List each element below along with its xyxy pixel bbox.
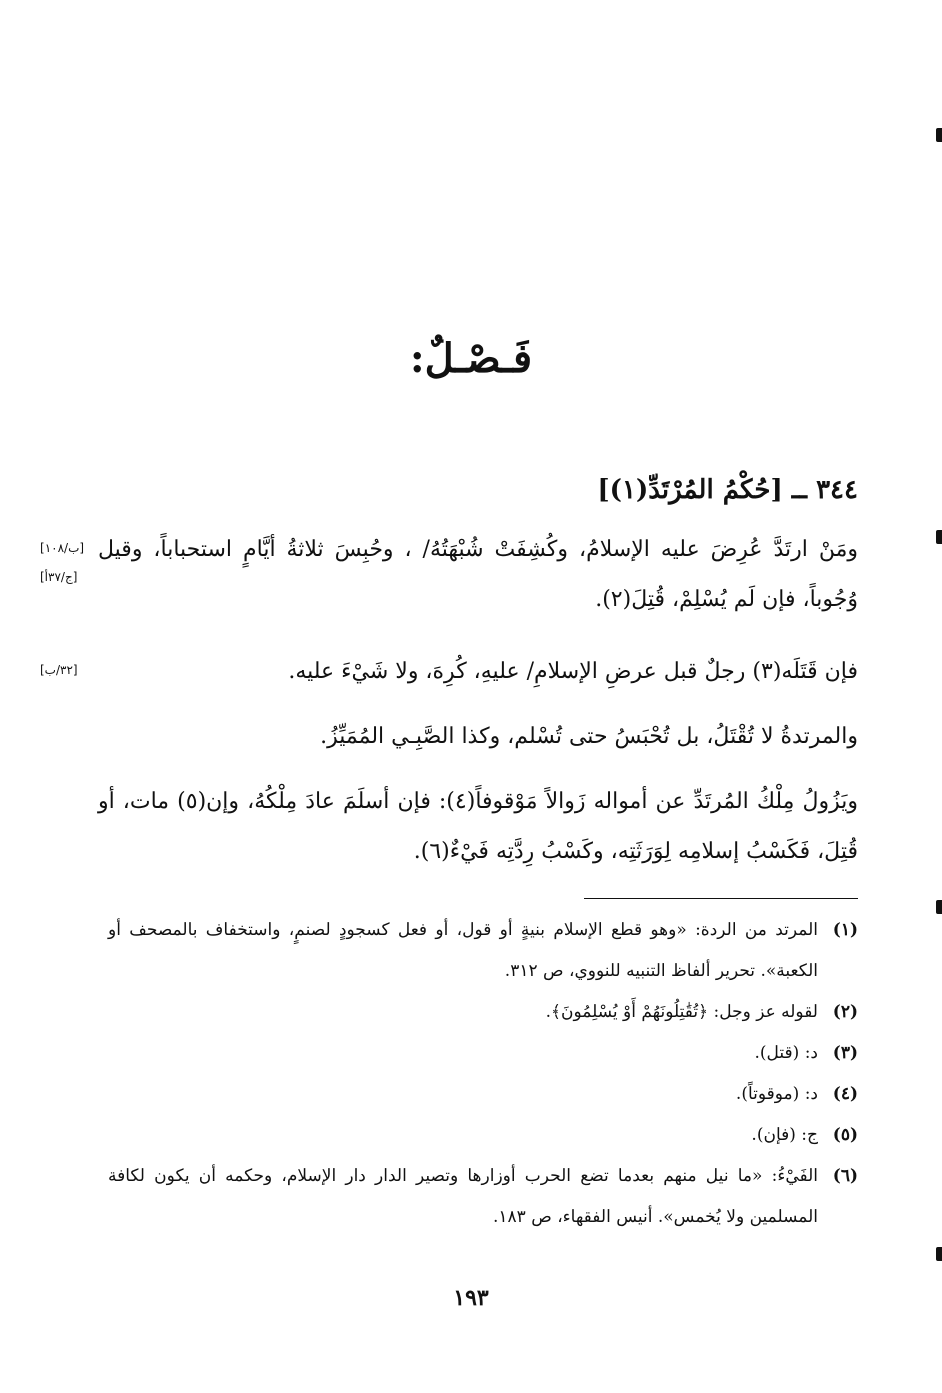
footnote-number: (٣) (832, 1043, 858, 1063)
footnote-text: د: (قتل). (754, 1043, 818, 1063)
footnote (108, 1156, 858, 1238)
footnote (108, 992, 858, 1033)
margin-note: [ج/٣٧أ] (40, 570, 78, 584)
page-number: ١٩٣ (453, 1285, 489, 1311)
footnote-text: المرتد من الردة: «وهو قطع الإسلام بنيةٍ أو قول، أو فعل كسجودٍ لصنمٍ، واستخفاف بالمصحف أو الكعبة». تحرير ألفاظ التنبيه للنووي، ص ٣١٢. (108, 920, 818, 981)
scan-edge-mark (936, 530, 942, 544)
footnote-text: ج: (فإن). (751, 1125, 818, 1145)
paragraph: ومَنْ ارتَدَّ عُرِضَ عليه الإسلامُ، وكُشِفَتْ شُبْهَتُهُ/ ، وحُبِسَ ثلاثةُ أيَّامٍ استحباباً، وقيل وُجُوباً، فإن لَم يُسْلِمْ، قُتِلَ(٢). (98, 537, 858, 612)
paragraph: والمرتدةُ لا تُقْتَلُ، بل تُحْبَسُ حتى تُسْلم، وكذا الصَّبِـي المُمَيِّزُ. (320, 724, 858, 749)
footnote-text: د: (موقوتاً). (735, 1084, 818, 1104)
section-heading: فَـصْـلٌ: (409, 335, 533, 382)
footnote-text: لقوله عز وجل: ﴿تُقَٰتِلُونَهُمْ أَوْ يُسْلِمُونَ﴾. (545, 1002, 818, 1022)
footnotes-list (108, 910, 858, 1238)
footnote (108, 1115, 858, 1156)
paragraph: فإن قَتَلَه(٣) رجلٌ قبل عرضِ الإسلامِ/ عليهِ، كُرِهَ، ولا شَيْءَ عليه. (288, 659, 858, 684)
scan-edge-mark (936, 1247, 942, 1261)
footnote-number: (١) (832, 920, 858, 940)
scan-edge-mark (936, 128, 942, 142)
footnote-number: (٤) (832, 1084, 858, 1104)
footnote-text: الفَيْءُ: «ما نيل منهم بعدما تضع الحرب أوزارها وتصير الدار دار الإسلام، وحكمه أن يكون لكافة المسلمين ولا يُخمس». أنيس الفقهاء، ص ١٨٣. (108, 1166, 818, 1227)
footnote (108, 910, 858, 992)
footnote-number: (٢) (832, 1002, 858, 1022)
article-title: ٣٤٤ ــ [حُكْمُ المُرْتَدِّ(١)] (597, 475, 858, 505)
margin-note: [ب/١٠٨] (40, 541, 85, 555)
footnote (108, 1033, 858, 1074)
footnote-divider (584, 898, 858, 899)
margin-note: [٣٢/ب] (40, 663, 78, 677)
paragraph: ويَزُولُ مِلْكُ المُرتَدِّ عن أمواله زَوالاً مَوْقوفاً(٤): فإن أسلَمَ عادَ مِلْكُهُ، وإن(٥) مات، أو قُتِلَ، فَكَسْبُ إسلامِه لِوَرَثَتِه، وكَسْبُ رِدَّتِه فَيْءٌ(٦). (98, 789, 858, 864)
scan-edge-mark (936, 900, 942, 914)
footnote-number: (٥) (832, 1125, 858, 1145)
footnote (108, 1074, 858, 1115)
footnote-number: (٦) (832, 1166, 858, 1186)
